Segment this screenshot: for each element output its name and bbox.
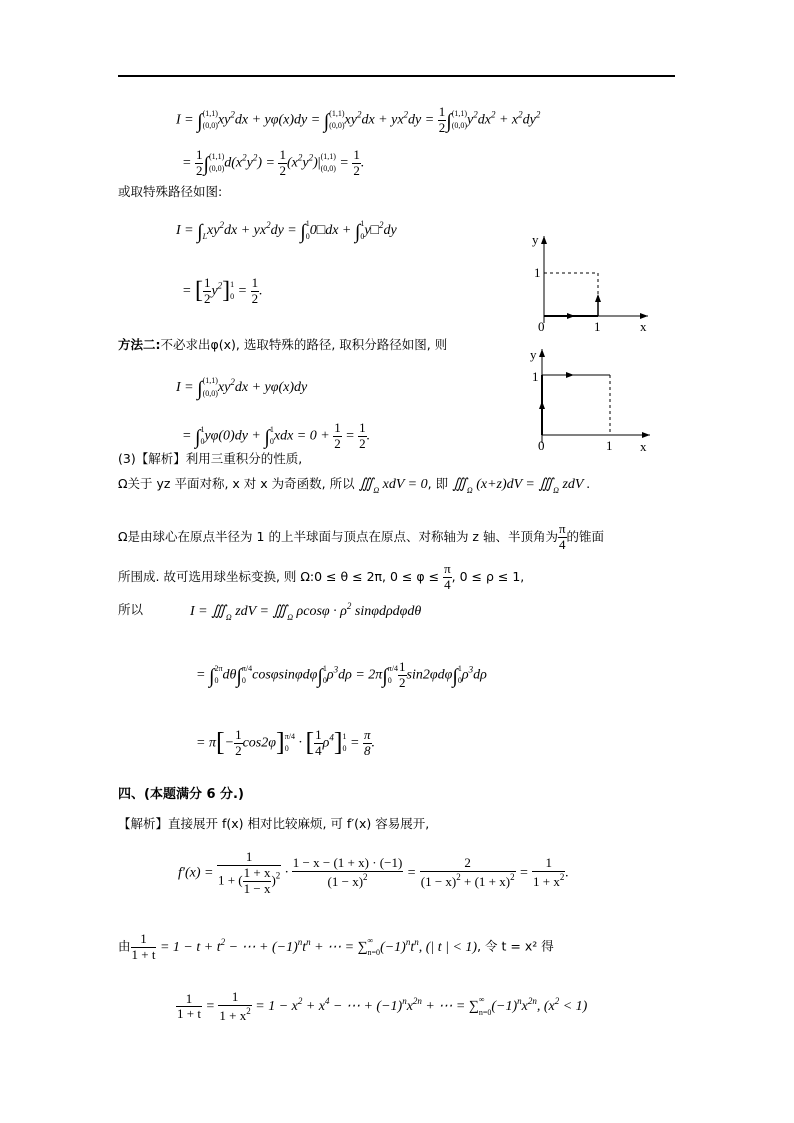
omega-desc-line: Ω是由球心在原点半径为 1 的上半球面与顶点在原点、对称轴为 z 轴、半顶角为 $\frac{\pi}{4}$ 的锥面 <box>118 521 605 552</box>
omega-desc2-line: 所围成. 故可选用球坐标变换, 则 Ω:0 ≤ θ ≤ 2π, 0 ≤ φ ≤ $\frac{\pi}{4}$ , 0 ≤ ρ ≤ 1, <box>118 561 525 592</box>
fig1-tick-y: 1 <box>534 265 541 280</box>
therefore-label: 所以 <box>118 602 144 617</box>
omega-symmetry-line: Ω关于 yz 平面对称, x 对 x 为奇函数, 所以 $∭_\Omega$ xdV = 0, 即 $∭_\Omega$ $(x+z)dV = ∭_\Omega$ zdV . <box>118 476 591 495</box>
equation-line-4: = [ $\frac{1}{2}$ $y^2$] 1 0 = $\frac{1}{2}$ . <box>182 275 263 306</box>
equation-line-5: I = ∫ (1,1) (0,0) $xy^2dx + y\varphi(x)dy$ <box>176 376 308 401</box>
section-four-title: 四、(本题满分 6 分.) <box>118 787 244 802</box>
omega-desc-text: Ω是由球心在原点半径为 1 的上半球面与顶点在原点、对称轴为 z 轴、半顶角为 <box>118 528 558 544</box>
fig1-tick-x: 1 <box>594 319 601 334</box>
omega-desc-tail: 的锥面 <box>566 528 605 544</box>
equation-line-10: f′(x) = 1 1 + ( $\frac{1 + x}{1 - x}$ )$^2$ · $\frac{1 - x - (1 + x) \cdot (-1)}{(1 - x)^2}$ = $\frac{2}{(1 - x)^2 + (1 + x)^2}$ = $\frac{1}{1 + x^2}$ . <box>178 849 569 896</box>
from-label: 由 <box>118 938 131 954</box>
from-line: 由 $\frac{1}{1 + t}$ = $1 - t + t^2$ − ⋯ + $(-1)^nt^n$ + ⋯ = ∑ ∞ n=0 $(-1)^nt^n$, (| t | < 1), 令 t = x² 得 <box>118 931 554 962</box>
omega-desc2-tail: , 0 ≤ ρ ≤ 1, <box>451 568 525 584</box>
equation-line-9: = π[− $\frac{1}{2}$ cos2φ] π/4 0 · [ $\frac{1}{4}$ $\rho^4$] 1 0 = $\frac{\pi}{8}$ . <box>196 727 375 758</box>
fig1-y-label: y <box>532 232 539 247</box>
omega-sym-text: Ω关于 yz 平面对称, x 对 x 为奇函数, 所以 <box>118 476 355 491</box>
method-two-text: 不必求出φ(x), 选取特殊的路径, 取积分路径如图, 则 <box>160 337 448 352</box>
equation-line-11: $\frac{1}{1 + t}$ = $\frac{1}{1 + x^2}$ = $1 - x^2 + x^4$ − ⋯ + $(-1)^nx^{2n}$ + ⋯ = ∑ ∞ n=0 $(-1)^nx^{2n}$, $(x^2 < 1)$ <box>177 989 588 1023</box>
equation-line-1: I = ∫ (1,1) (0,0) $xy^2dx + y\varphi(x)dy$ = ∫ (1,1) (0,0) $xy^2dx + yx^2dy$ = $\frac{1}{2}$ ∫ (1,1) (0,0) $y^2dx^2 + x^2dy^2$ <box>176 104 541 135</box>
header-rule <box>118 75 675 77</box>
fig1-x-label: x <box>640 319 647 334</box>
part3-label: (3)【解析】利用三重积分的性质, <box>118 451 303 466</box>
equation-line-7: $I = ∭_\Omega$ zdV = $∭_\Omega$ $\rho\cos\varphi \cdot \rho^2$ sinφdρdφdθ <box>190 601 422 622</box>
equation-line-3: $I = \int_Lxy^2dx + yx^2dy$ = ∫ 1 0 0□dx + ∫ 1 0 y□$^2$dy <box>176 219 397 244</box>
path-figure-2 <box>520 343 660 455</box>
fig2-origin: 0 <box>538 438 545 453</box>
fig2-x-label: x <box>640 439 647 454</box>
part4-analysis: 【解析】直接展开 f(x) 相对比较麻烦, 可 f′(x) 容易展开, <box>118 816 430 831</box>
omega-desc2-text: 所围成. 故可选用球坐标变换, 则 Ω:0 ≤ θ ≤ 2π, 0 ≤ φ ≤ <box>118 568 440 584</box>
fig2-y-label: y <box>530 347 537 362</box>
method-two-label: 方法二: <box>118 337 161 352</box>
path-figure-1 <box>520 228 660 338</box>
let-t-text: , 令 t = x² 得 <box>477 938 554 954</box>
omega-sym-tail: , 即 <box>427 476 449 491</box>
equation-line-2: = $\frac{1}{2}$ ∫ (1,1) (0,0) $d(x^2y^2)$ = $\frac{1}{2}$ $(x^2y^2)|$ (1,1) (0,0) = $\frac{1}{2}$ . <box>182 147 365 178</box>
equation-line-6: = ∫ 1 0 yφ(0)dy + ∫ 1 0 xdx = 0 + $\frac{1}{2}$ = $\frac{1}{2}$ . <box>182 420 371 451</box>
fig2-tick-y: 1 <box>532 369 539 384</box>
fig2-tick-x: 1 <box>606 438 613 453</box>
method-two-line <box>118 339 447 352</box>
text-or-special-path: 或取特殊路径如图: <box>118 184 223 199</box>
equation-line-8: = ∫ 2π 0 dθ∫ π/4 0 cosφsinφdφ∫ 1 0 $\rho^3d\rho = 2\pi\int$ π/4 0 $\frac{1}{2}$ sin2φdφ∫ 1 0 $\rho^3d\rho$ <box>196 659 487 690</box>
fig1-origin: 0 <box>538 319 545 334</box>
